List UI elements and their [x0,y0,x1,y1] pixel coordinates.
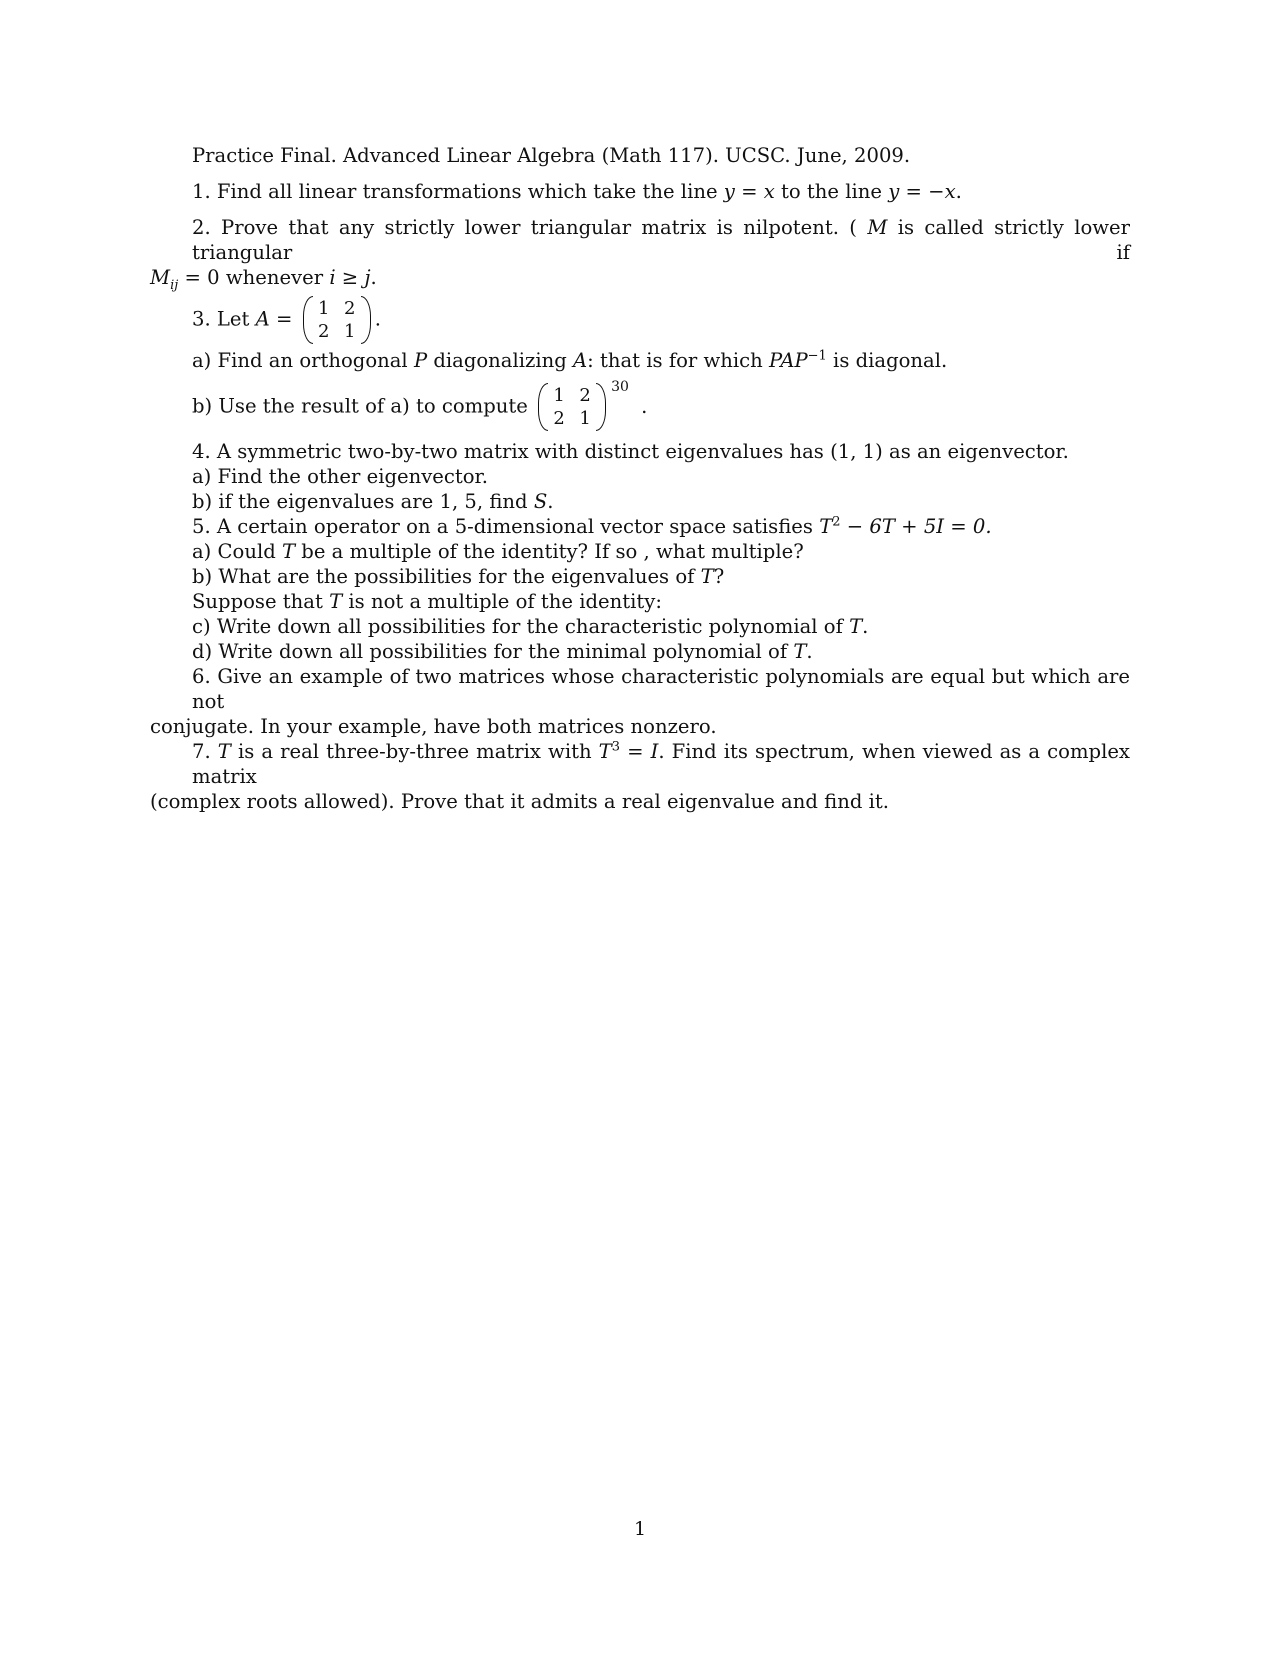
matrix-cell: 1 [317,298,330,319]
left-paren [538,383,548,431]
matrix-cell: 2 [343,298,356,319]
exam-body [150,143,1130,814]
page-number: 1 [633,1518,647,1540]
exponent: 30 [611,378,629,395]
matrix-cell: 2 [579,385,591,406]
document-header: Practice Final. Advanced Linear Algebra (Math 117). UCSC. June, 2009. [192,144,911,167]
left-paren [303,296,313,344]
question-1: 1. Find all linear transformations which take the line y = x to the line y = −x. [192,180,962,203]
matrix-cell: 1 [553,385,565,406]
matrix-cell: 1 [343,321,356,342]
matrix-cell: 1 [579,408,591,429]
question-2-line-1: 2. Prove that any strictly lower triangular matrix is nilpotent. ( M is called strictly lower triangular if [192,216,1130,264]
question-4: 4. A symmetric two-by-two matrix with distinct eigenvalues has (1, 1) as an eigenvector. a) Find the other eigenvector. b) if the eigenvalues are 1, 5, find S. [192,440,1069,513]
question-2-line-2: $M_{ij} = 0$ whenever i ≥ j. [150,266,377,293]
matrix-cell: 2 [317,321,330,342]
question-3a: a) Find an orthogonal P diagonalizing A: that is for which $PAP^{-1}$ is diagonal. [192,348,948,372]
matrix-a [303,296,371,344]
question-6: 6. Give an example of two matrices whose characteristic polynomials are equal but which are not conjugate. In your example, have both matrices nonzero. [150,665,1130,738]
right-paren [361,296,371,344]
question-5: 5. A certain operator on a 5-dimensional vector space satisfies $T^2 - 6T + 5I = 0$. a) Could T be a multiple of the identity? If so , what multiple? b) What are the possibilities for the eigenvalues of T? Suppose that T is not a multiple of the identity: c) Write down all possibilities for the characteristic polynomial of T. d) Write down all possibilities for the minimal polynomial of T. [192,514,992,663]
matrix-a-power [538,383,606,431]
question-3: 3. Let A = 1 2 2 1 . [192,298,381,342]
question-2 [150,215,1130,293]
right-paren [596,383,606,431]
question-3b: b) Use the result of a) to compute 1 2 2 1 $^{30}$ . [192,378,648,429]
matrix-cell: 2 [553,408,565,429]
question-7: 7. T is a real three-by-three matrix with $T^3 = I$. Find its spectrum, when viewed as a complex matrix (complex roots allowed). Prove that it admits a real eigenvalue and find it. [150,739,1130,813]
